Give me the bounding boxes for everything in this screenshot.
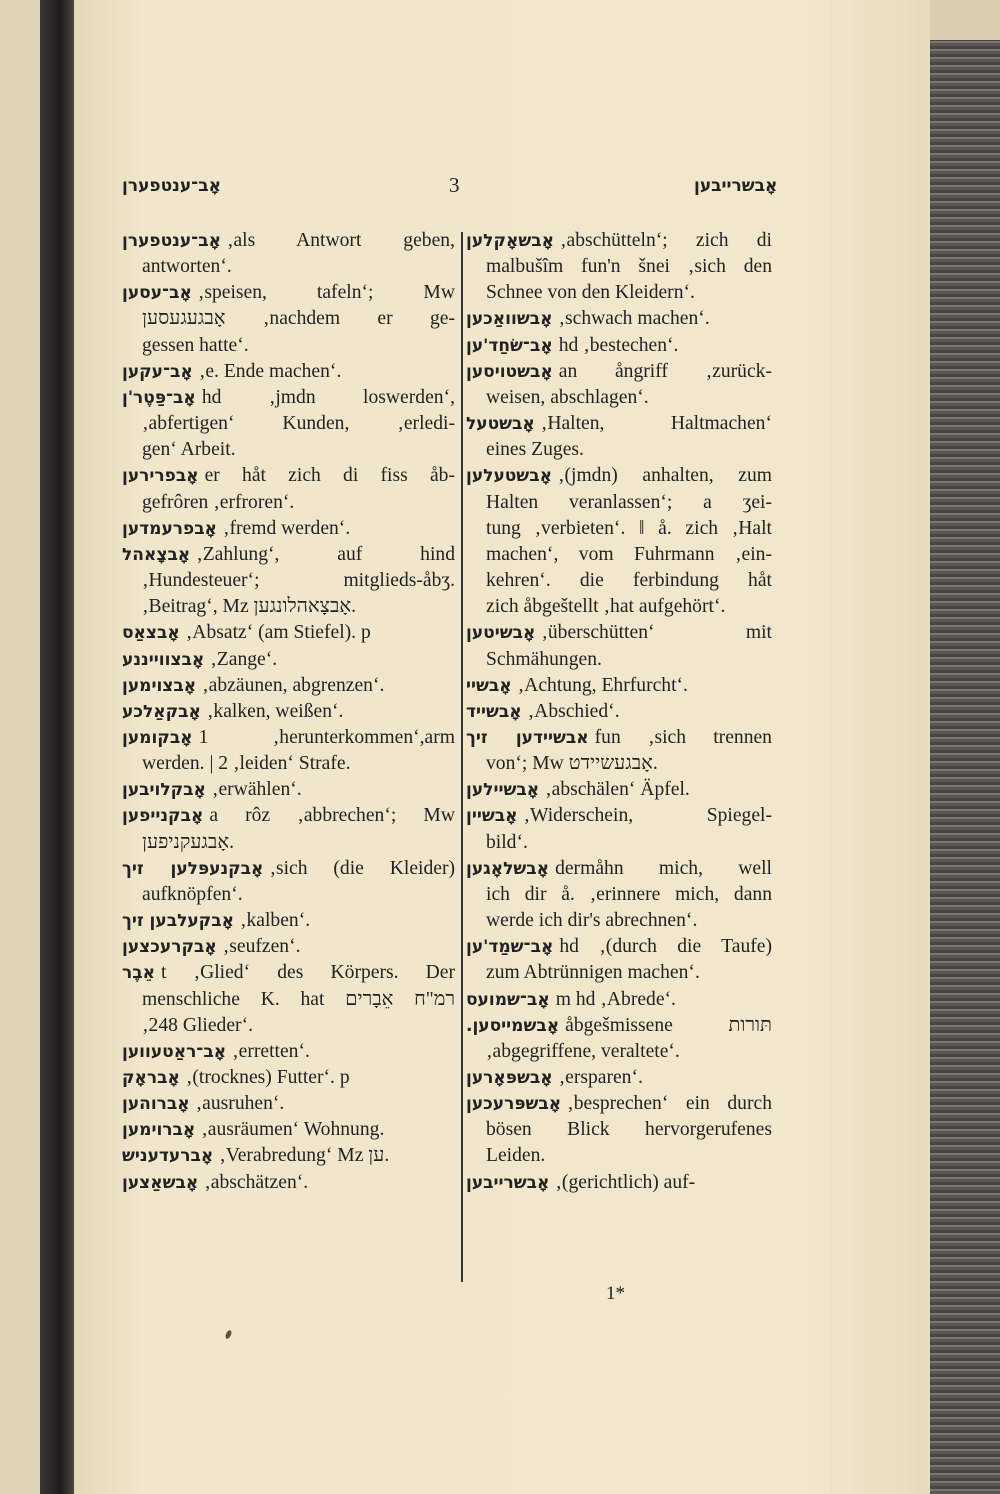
definition-text: Halten veranlassen‘; a ʒei- (486, 491, 772, 513)
headword: אָב־ראַטעווען (122, 1041, 227, 1062)
dictionary-entry (466, 411, 772, 463)
headword: אָבשיטען (466, 623, 536, 644)
definition-text: gessen hatte‘. (142, 334, 249, 356)
headword: אָבקעלבען זיך (122, 911, 234, 932)
entry-first-line (466, 463, 772, 489)
entry-first-line (122, 359, 455, 385)
headword: אָבשאַצען (122, 1172, 199, 1193)
headword: אָבשטעל (466, 414, 535, 435)
headword: אָבצָאהל (122, 544, 191, 565)
dictionary-entry (466, 463, 772, 620)
headword: אָבשייד (466, 701, 522, 722)
definition-text: a rôz ‚abbrechen‘; Mw (209, 805, 455, 827)
entry-first-line (122, 280, 455, 306)
dictionary-entry (466, 333, 772, 359)
background (930, 0, 1000, 40)
entry-continuation-line (122, 306, 455, 332)
page-number: 3 (449, 173, 460, 197)
entry-first-line (122, 803, 455, 829)
definition-text: ‚Hundesteuer‘; mitglieds-åbʒ. (142, 570, 455, 592)
dictionary-entry (122, 516, 455, 542)
definition-text: weisen, abschlagen‘. (486, 386, 649, 408)
definition-text: ‚Zange‘. (210, 648, 278, 670)
headword: אָבשטעלען (466, 466, 552, 487)
definition-text: אָבגעקניפען. (142, 831, 235, 853)
entry-continuation-line (466, 647, 772, 673)
dictionary-entry (122, 1065, 455, 1091)
running-head-right: אָבשרייבען (694, 176, 778, 196)
definition-text: Schmähungen. (486, 648, 602, 670)
headword: אָב־עסען (122, 283, 192, 304)
entry-first-line (122, 1065, 455, 1091)
definition-text: ‚e. Ende machen‘. (198, 360, 342, 382)
definition-text: ‚abschätzen‘. (204, 1171, 309, 1193)
dictionary-entry (466, 856, 772, 934)
entry-continuation-line (466, 280, 772, 306)
entry-continuation-line (466, 594, 772, 620)
dictionary-entry (466, 803, 772, 855)
definition-text: Leiden. (486, 1145, 546, 1167)
headword: אָברעדעניש (122, 1146, 214, 1167)
dictionary-entry (122, 647, 455, 673)
entry-first-line (466, 306, 772, 332)
dictionary-entry (466, 934, 772, 986)
definition-text: hd ‚jmdn loswerden‘, (201, 386, 455, 408)
entry-continuation-line (466, 1039, 772, 1065)
headword: אָבשוואַכען (466, 309, 553, 330)
dictionary-entry (122, 1143, 455, 1169)
entry-continuation-line (122, 437, 455, 463)
entry-continuation-line (122, 830, 455, 856)
definition-text: ‚als Antwort geben, (226, 230, 455, 251)
definition-text: ‚schwach machen‘. (558, 308, 710, 330)
headword: אָבקאַלכע (122, 701, 201, 722)
headword: אָבשלאָגען (466, 858, 550, 879)
headword: אָברוהען (122, 1094, 190, 1115)
entry-first-line (122, 647, 455, 673)
definition-text: bild‘. (486, 831, 528, 853)
definition-text: ‚(jmdn) anhalten, zum (557, 465, 772, 487)
entry-continuation-line (466, 751, 772, 777)
definition-text: ‚(trocknes) Futter‘. p (185, 1067, 350, 1088)
definition-text: ‚Abschied‘. (527, 700, 620, 722)
definition-text: ‚(gerichtlich) auf- (555, 1171, 696, 1193)
dictionary-entry (122, 228, 455, 280)
entry-first-line (122, 856, 455, 882)
definition-text: ‚abschälen‘ Äpfel. (545, 779, 690, 801)
definition-text: 1 ‚herunterkommen‘,arm (198, 726, 455, 748)
entry-continuation-line (466, 830, 772, 856)
headword: אָב־שמועס (466, 989, 550, 1010)
headword: אָבשטויסען (466, 361, 553, 382)
definition-text: an ångriff ‚zurück- (558, 360, 772, 382)
entry-continuation-line (466, 1143, 772, 1169)
entry-continuation-line (122, 490, 455, 516)
entry-continuation-line (466, 437, 772, 463)
definition-text: åbgešmissene תּורות (565, 1014, 772, 1036)
dictionary-entry (466, 673, 772, 699)
entry-continuation-line (122, 987, 455, 1013)
definition-text: gefrôren ‚erfroren‘. (142, 491, 295, 513)
definition-text: ‚überschütten‘ mit (541, 622, 772, 644)
definition-text: ‚besprechen‘ ein durch (567, 1093, 772, 1115)
entry-first-line (122, 1170, 455, 1196)
dictionary-entry (466, 1170, 772, 1196)
entry-continuation-line (122, 333, 455, 359)
entry-first-line (466, 359, 772, 385)
entry-continuation-line (466, 385, 772, 411)
entry-continuation-line (466, 516, 772, 542)
headword: אָב־שׂחַד'ען (466, 335, 553, 356)
entry-first-line (466, 333, 772, 359)
dictionary-entry (466, 1013, 772, 1065)
book-binding (40, 0, 74, 1494)
headword: אָבקלויבען (122, 780, 206, 801)
headword: אָבקנעפּלען זיך (122, 858, 264, 879)
entry-first-line (122, 934, 455, 960)
definition-text: ‚seufzen‘. (222, 936, 301, 958)
definition-text: ‚erwählen‘. (211, 779, 302, 801)
entry-first-line (122, 673, 455, 699)
entry-first-line (122, 620, 455, 646)
dictionary-entry (122, 908, 455, 934)
headword: אָבשאָקלען (466, 231, 554, 251)
headword: אָבשרייבען (466, 1172, 550, 1193)
entry-first-line (122, 908, 455, 934)
headword: אבשיידען זיך (466, 727, 589, 748)
definition-text: hd ‚(durch die Taufe) (559, 936, 772, 958)
entry-first-line (466, 673, 772, 699)
headword: אָב־ענטפערן (122, 231, 221, 251)
entry-continuation-line (466, 882, 772, 908)
dictionary-entry (466, 306, 772, 332)
entry-first-line (466, 411, 772, 437)
dictionary-entry (122, 620, 455, 646)
definition-text: ‚fremd werden‘. (222, 517, 351, 539)
headword: אָבפרירען (122, 466, 199, 487)
entry-continuation-line (466, 490, 772, 516)
entry-continuation-line (122, 568, 455, 594)
entry-first-line (122, 516, 455, 542)
entry-first-line (122, 1039, 455, 1065)
dictionary-entry (122, 699, 455, 725)
entry-continuation-line (466, 254, 772, 280)
headword: אָבקרעכצען (122, 937, 217, 958)
entry-first-line (122, 542, 455, 568)
definition-text: eines Zuges. (486, 439, 584, 461)
dictionary-entry (122, 1091, 455, 1117)
definition-text: ‚ausruhen‘. (195, 1093, 285, 1115)
entry-first-line (122, 385, 455, 411)
entry-first-line (122, 1091, 455, 1117)
definition-text: ich dir å. ‚erinnere mich, dann (486, 883, 772, 905)
left-column (122, 228, 455, 1196)
entry-first-line (122, 228, 455, 254)
entry-first-line (466, 1065, 772, 1091)
definition-text: Schnee von den Kleidern‘. (486, 282, 695, 304)
definition-text: kehren‘. die ferbindung håt (486, 570, 772, 592)
definition-text: אָבגעגעסען ‚nachdem er ge- (142, 308, 455, 330)
definition-text: gen‘ Arbeit. (142, 439, 236, 461)
dictionary-entry (122, 385, 455, 463)
headword: אָבצאַס (122, 623, 180, 644)
definition-text: ‚Achtung, Ehrfurcht‘. (517, 674, 688, 696)
definition-text: werde ich dir's abrechnen‘. (486, 910, 698, 932)
right-column (466, 228, 772, 1196)
dictionary-entry (466, 620, 772, 672)
entry-first-line (466, 1170, 772, 1196)
definition-text: ‚kalben‘. (239, 910, 311, 932)
entry-continuation-line (122, 411, 455, 437)
entry-continuation-line (122, 254, 455, 280)
definition-text: ‚Verabredung‘ Mz ען. (219, 1145, 390, 1167)
definition-text: zich åbgeštellt ‚hat aufgehört‘. (486, 596, 726, 618)
headword: אָבשיי (466, 675, 512, 696)
definition-text: ‚Halten, Haltmachen‘ (540, 413, 772, 435)
dictionary-entry (466, 359, 772, 411)
headword: אָבצווייננע (122, 649, 205, 670)
headword: אֵבֶר (122, 963, 155, 984)
definition-text: ‚Beitrag‘, Mz אָבצָאהלונגען. (142, 596, 357, 618)
headword: אָב־שמַד'ען (466, 937, 554, 958)
entry-first-line (466, 803, 772, 829)
definition-text: ‚248 Glieder‘. (142, 1014, 253, 1036)
entry-continuation-line (466, 908, 772, 934)
dictionary-entry (122, 1117, 455, 1143)
dictionary-entry (122, 1039, 455, 1065)
dictionary-entry (122, 803, 455, 855)
headword: אָבשפּאָרען (466, 1068, 553, 1088)
definition-text: ‚abschütteln‘; zich di (559, 230, 772, 251)
entry-continuation-line (122, 594, 455, 620)
entry-first-line (122, 463, 455, 489)
signature-mark: 1* (606, 1283, 625, 1304)
dictionary-entry (466, 228, 772, 306)
entry-first-line (466, 934, 772, 960)
entry-first-line (122, 1117, 455, 1143)
entry-continuation-line (122, 1013, 455, 1039)
definition-text: ‚Zahlung‘, auf hind (196, 543, 455, 565)
definition-text: hd ‚bestechen‘. (558, 334, 679, 356)
previous-page-edge (0, 0, 40, 1494)
definition-text: aufknöpfen‘. (142, 883, 243, 905)
definition-text: ‚abzäunen, abgrenzen‘. (202, 674, 385, 696)
entry-first-line (466, 725, 772, 751)
entry-first-line (466, 699, 772, 725)
definition-text: tung ‚verbieten‘. ‖ å. zich ‚Halt (486, 517, 772, 539)
definition-text: ‚abfertigen‘ Kunden, ‚erledi- (142, 413, 455, 435)
headword: אָברוימען (122, 1120, 196, 1141)
definition-text: ‚Widerschein, Spiegel- (523, 805, 772, 827)
dictionary-entry (122, 960, 455, 1038)
definition-text: ‚sich (die Kleider) (269, 857, 455, 879)
entry-continuation-line (466, 568, 772, 594)
dictionary-entry (122, 463, 455, 515)
dictionary-entry (122, 359, 455, 385)
definition-text: bösen Blick hervorgerufenes (486, 1119, 772, 1141)
dictionary-entry (122, 280, 455, 358)
headword: אָבקומען (122, 727, 193, 748)
dictionary-entry (466, 777, 772, 803)
definition-text: ‚kalken, weißen‘. (206, 700, 344, 722)
entry-first-line (466, 228, 772, 254)
dictionary-entry (466, 1091, 772, 1169)
headword: אָבשיין (466, 806, 518, 827)
definition-text: ‚ersparen‘. (558, 1067, 643, 1088)
dictionary-entry (122, 777, 455, 803)
entry-continuation-line (466, 1117, 772, 1143)
headword: אָבצוימען (122, 675, 197, 696)
entry-first-line (122, 960, 455, 986)
dictionary-entry (466, 1065, 772, 1091)
dictionary-entry (466, 987, 772, 1013)
definition-text: dermåhn mich, well (555, 857, 772, 879)
entry-continuation-line (122, 882, 455, 908)
definition-text: er håt zich di fiss åb- (204, 465, 455, 487)
entry-first-line (466, 987, 772, 1013)
definition-text: malbušîm fun'n šnei ‚sich den (486, 256, 772, 278)
entry-first-line (466, 1013, 772, 1039)
definition-text: antworten‘. (142, 256, 232, 278)
definition-text: t ‚Glied‘ des Körpers. Der (160, 962, 455, 984)
definition-text: ‚ausräumen‘ Wohnung. (201, 1119, 385, 1141)
dictionary-entry (122, 673, 455, 699)
headword: אָבראָק (122, 1068, 180, 1088)
headword: אָבשיילען (466, 780, 540, 801)
page-stack-edge (930, 40, 1000, 1494)
headword: אָב־פַּטֶר'ן (122, 387, 196, 408)
definition-text: ‚Absatz‘ (am Stiefel). p (185, 622, 371, 644)
dictionary-entry (122, 934, 455, 960)
definition-text: ‚speisen, tafeln‘; Mw (197, 282, 455, 304)
dictionary-entry (122, 1170, 455, 1196)
definition-text: ‚erretten‘. (232, 1040, 310, 1062)
definition-text: menschliche K. hat רמ"ח אֵבָרים (142, 988, 455, 1010)
entry-first-line (466, 856, 772, 882)
dictionary-entry (122, 542, 455, 620)
entry-first-line (122, 699, 455, 725)
entry-first-line (466, 1091, 772, 1117)
headword: אָב־עקען (122, 361, 193, 382)
column-divider (461, 232, 463, 1282)
definition-text: werden. | 2 ‚leiden‘ Strafe. (142, 753, 351, 775)
dictionary-entry (122, 856, 455, 908)
dictionary-entry (466, 699, 772, 725)
definition-text: von‘; Mw אָבגעשיידט. (486, 753, 658, 775)
running-head-left: אָב־ענטפערן (122, 176, 221, 196)
entry-continuation-line (122, 751, 455, 777)
entry-first-line (466, 620, 772, 646)
headword: אָבשמייסען. (466, 1015, 560, 1036)
entry-first-line (122, 777, 455, 803)
definition-text: ‚abgegriffene, veraltete‘. (486, 1040, 680, 1062)
headword: אָבפרעמדען (122, 518, 217, 539)
definition-text: machen‘, vom Fuhrmann ‚ein- (486, 543, 772, 565)
entry-continuation-line (466, 542, 772, 568)
headword: אָבשפּרעכען (466, 1094, 562, 1115)
definition-text: fun ‚sich trennen (594, 726, 772, 748)
headword: אָבקנייפען (122, 806, 204, 827)
definition-text: m hd ‚Abrede‘. (555, 988, 676, 1010)
entry-continuation-line (466, 960, 772, 986)
definition-text: zum Abtrünnigen machen‘. (486, 962, 700, 984)
entry-first-line (122, 725, 455, 751)
entry-first-line (466, 777, 772, 803)
dictionary-entry (122, 725, 455, 777)
entry-first-line (122, 1143, 455, 1169)
dictionary-entry (466, 725, 772, 777)
